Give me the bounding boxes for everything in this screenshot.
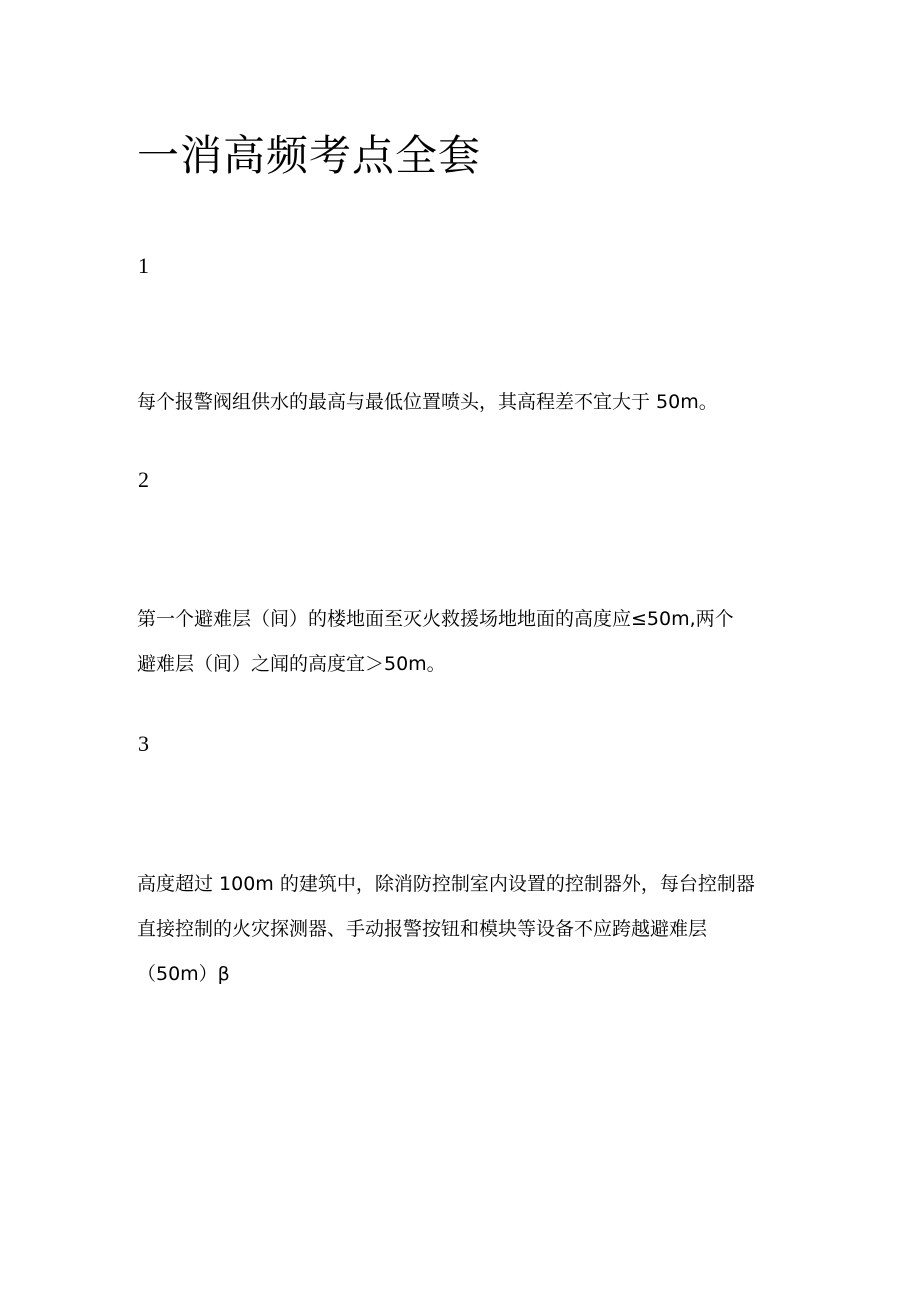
paragraph-line: 避难层（间）之闻的高度宜＞50m。 <box>137 653 446 675</box>
item-number-3: 3 <box>138 731 149 756</box>
paragraph-line: 第一个避难层（间）的楼地面至灭火救援场地地面的高度应≤50m,两个 <box>137 608 734 630</box>
document-title: 一消高频考点全套 <box>137 131 482 180</box>
item-number-1: 1 <box>138 253 149 278</box>
paragraph-line: 高度超过 100m 的建筑中，除消防控制室内设置的控制器外，每台控制器 <box>137 873 755 895</box>
item-paragraph-2 <box>137 597 787 687</box>
paragraph-line: （50m）β <box>137 963 230 985</box>
item-number-2: 2 <box>138 467 149 492</box>
item-paragraph-3 <box>137 862 787 997</box>
paragraph-line: 每个报警阀组供水的最高与最低位置喷头，其高程差不宜大于 50m。 <box>137 391 718 413</box>
item-paragraph-1 <box>137 380 787 425</box>
paragraph-line: 直接控制的火灾探测器、手动报警按钮和模块等设备不应跨越避难层 <box>137 918 708 940</box>
